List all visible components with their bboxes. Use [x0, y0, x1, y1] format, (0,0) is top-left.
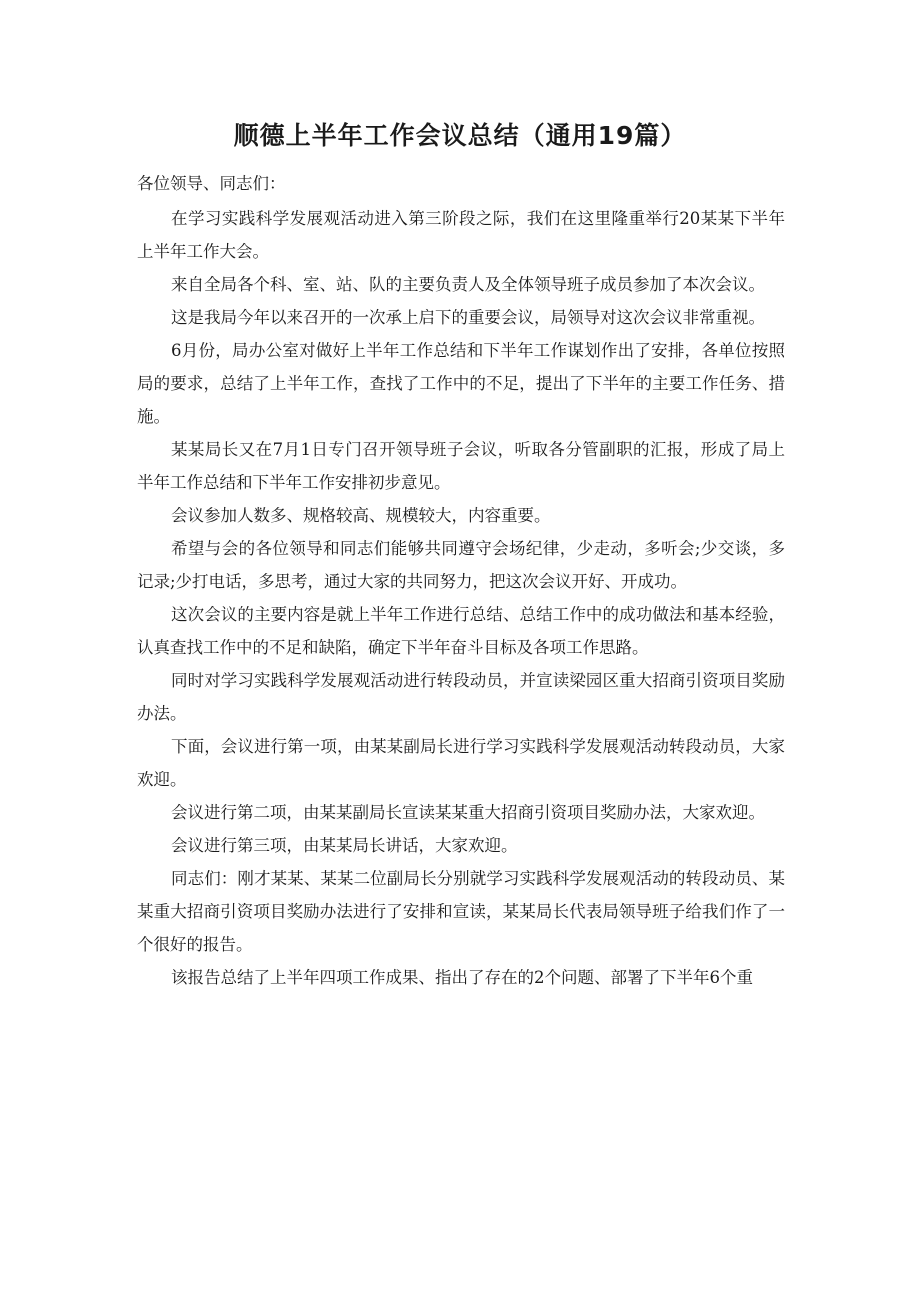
paragraph: 该报告总结了上半年四项工作成果、指出了存在的2个问题、部署了下半年6个重	[171, 968, 753, 987]
paragraph: 某某局长又在7月1日专门召开领导班子会议，听取各分管副职的汇报，形成了局上半年工作总结和下半年工作安排初步意见。	[137, 440, 785, 492]
paragraph: 下面，会议进行第一项，由某某副局长进行学习实践科学发展观活动转段动员，大家欢迎。	[137, 737, 785, 789]
paragraph: 会议进行第三项，由某某局长讲话，大家欢迎。	[171, 836, 518, 855]
paragraph: 同志们：刚才某某、某某二位副局长分别就学习实践科学发展观活动的转段动员、某某重大招商引资项目奖励办法进行了安排和宣读，某某局长代表局领导班子给我们作了一个很好的报告。	[137, 869, 785, 954]
paragraph: 6月份，局办公室对做好上半年工作总结和下半年工作谋划作出了安排，各单位按照局的要求，总结了上半年工作，查找了工作中的不足，提出了下半年的主要工作任务、措施。	[137, 341, 785, 426]
paragraph: 希望与会的各位领导和同志们能够共同遵守会场纪律，少走动，多听会;少交谈，多记录;少打电话，多思考，通过大家的共同努力，把这次会议开好、开成功。	[137, 539, 785, 591]
document-title: 顺德上半年工作会议总结（通用19篇）	[233, 121, 687, 150]
paragraph: 会议进行第二项，由某某副局长宣读某某重大招商引资项目奖励办法，大家欢迎。	[171, 803, 765, 822]
paragraph: 同时对学习实践科学发展观活动进行转段动员，并宣读梁园区重大招商引资项目奖励办法。	[137, 671, 785, 723]
paragraph: 在学习实践科学发展观活动进入第三阶段之际，我们在这里隆重举行20某某下半年上半年工作大会。	[137, 209, 785, 261]
paragraph: 来自全局各个科、室、站、队的主要负责人及全体领导班子成员参加了本次会议。	[171, 275, 765, 294]
paragraph: 这次会议的主要内容是就上半年工作进行总结、总结工作中的成功做法和基本经验，认真查找工作中的不足和缺陷，确定下半年奋斗目标及各项工作思路。	[137, 605, 785, 657]
document-body	[137, 202, 785, 994]
paragraph: 会议参加人数多、规格较高、规模较大，内容重要。	[171, 506, 551, 525]
paragraph: 这是我局今年以来召开的一次承上启下的重要会议，局领导对这次会议非常重视。	[171, 308, 765, 327]
salutation: 各位领导、同志们：	[137, 174, 286, 193]
